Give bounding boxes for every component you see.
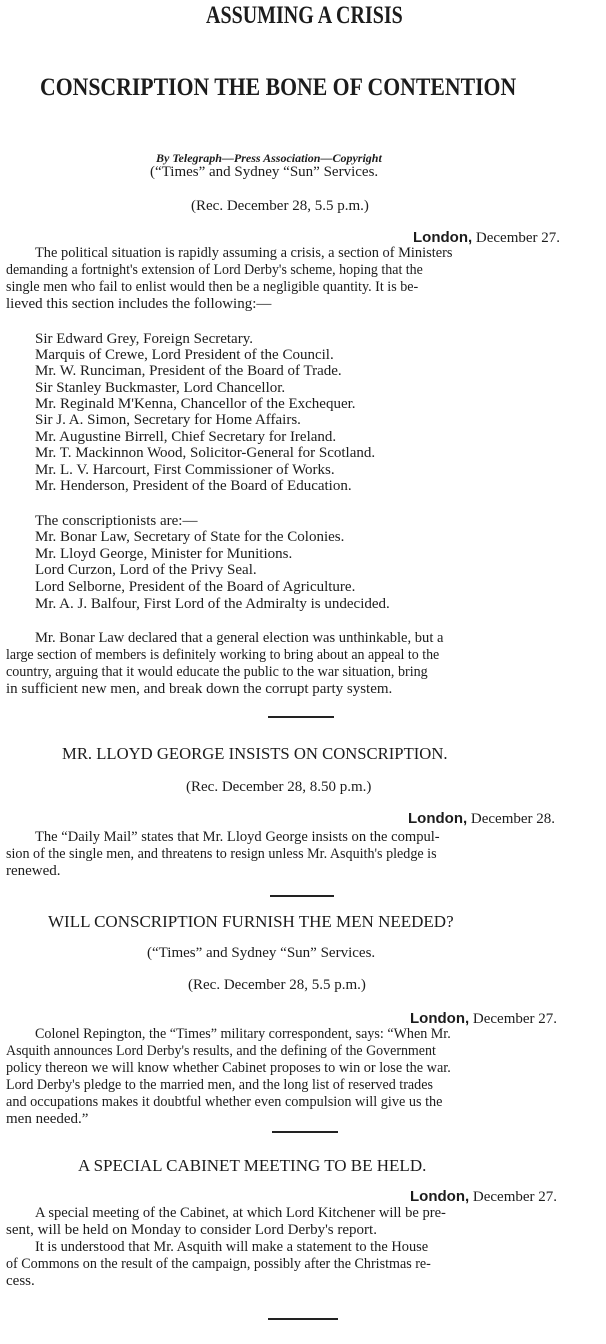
paragraph-line: sion of the single men, and threatens to resign unless Mr. Asquith's pledge is: [6, 846, 437, 862]
received-time: (Rec. December 28, 5.5 p.m.): [188, 977, 366, 993]
dateline-city: London,: [408, 810, 468, 827]
list-item: Mr. Augustine Birrell, Chief Secretary for Ireland.: [35, 429, 337, 445]
paragraph-line: in sufficient new men, and break down the corrupt party system.: [6, 681, 393, 697]
paragraph-line: of Commons on the result of the campaign, possibly after the Christmas re-: [6, 1256, 431, 1272]
paragraph-line: large section of members is definitely working to bring about an appeal to the: [6, 647, 440, 663]
byline-services: (“Times” and Sydney “Sun” Services.: [150, 164, 379, 180]
paragraph-line: It is understood that Mr. Asquith will make a statement to the House: [35, 1239, 429, 1255]
section-heading: WILL CONSCRIPTION FURNISH THE MEN NEEDED?: [48, 912, 454, 931]
section-divider: [268, 716, 334, 718]
paragraph-line: Mr. Bonar Law declared that a general election was unthinkable, but a: [35, 630, 444, 646]
list-item: Mr. Lloyd George, Minister for Munitions.: [35, 546, 293, 562]
list-item: Sir Stanley Buckmaster, Lord Chancellor.: [35, 380, 286, 396]
dateline-date: December 27.: [475, 230, 561, 246]
section-heading: A SPECIAL CABINET MEETING TO BE HELD.: [78, 1156, 427, 1175]
paragraph-line: single men who fail to enlist would then be a negligible quantity. It is be-: [6, 279, 419, 295]
dateline-date: December 27.: [472, 1011, 558, 1027]
list-item: Lord Selborne, President of the Board of Agriculture.: [35, 579, 356, 595]
list-item: Mr. Reginald M'Kenna, Chancellor of the Exchequer.: [35, 396, 356, 412]
paragraph-line: A special meeting of the Cabinet, at which Lord Kitchener will be pre-: [35, 1205, 446, 1221]
section-divider: [270, 895, 334, 897]
list-item: Mr. Henderson, President of the Board of Education.: [35, 478, 352, 494]
list-item: The conscriptionists are:—: [35, 513, 198, 529]
section-heading: MR. LLOYD GEORGE INSISTS ON CONSCRIPTION.: [62, 744, 448, 763]
subheadline: CONSCRIPTION THE BONE OF CONTENTION: [40, 74, 517, 101]
list-item: Sir Edward Grey, Foreign Secretary.: [35, 331, 253, 347]
dateline-city: London,: [413, 229, 473, 246]
paragraph-line: Asquith announces Lord Derby's results, and the defining of the Government: [6, 1043, 436, 1059]
list-item: Marquis of Crewe, Lord President of the Council.: [35, 347, 334, 363]
dateline-city: London,: [410, 1010, 470, 1027]
dateline-city: London,: [410, 1188, 470, 1205]
dateline: [410, 1188, 557, 1206]
paragraph-line: The “Daily Mail” states that Mr. Lloyd George insists on the compul-: [35, 829, 440, 845]
paragraph-line: sent, will be held on Monday to consider Lord Derby's report.: [6, 1222, 377, 1238]
list-item: Mr. Bonar Law, Secretary of State for the Colonies.: [35, 529, 345, 545]
paragraph-line: The political situation is rapidly assuming a crisis, a section of Ministers: [35, 245, 453, 261]
paragraph-line: policy thereon we will know whether Cabinet proposes to win or lose the war.: [6, 1060, 451, 1076]
paragraph-line: renewed.: [6, 863, 61, 879]
section-divider: [272, 1131, 338, 1133]
section-divider: [268, 1318, 338, 1320]
byline-agency: By Telegraph—Press Association—Copyright: [156, 151, 382, 165]
byline-services: (“Times” and Sydney “Sun” Services.: [147, 945, 376, 961]
dateline-date: December 27.: [472, 1189, 558, 1205]
list-item: Sir J. A. Simon, Secretary for Home Affairs.: [35, 412, 301, 428]
paragraph-line: lieved this section includes the following:—: [6, 296, 272, 312]
dateline-date: December 28.: [470, 811, 556, 827]
paragraph-line: men needed.”: [6, 1111, 89, 1127]
list-item: Mr. L. V. Harcourt, First Commissioner of Works.: [35, 462, 335, 478]
dateline: [408, 810, 555, 828]
headline: ASSUMING A CRISIS: [206, 2, 403, 29]
received-time: (Rec. December 28, 5.5 p.m.): [191, 198, 369, 214]
paragraph-line: Colonel Repington, the “Times” military correspondent, says: “When Mr.: [35, 1026, 451, 1042]
list-item: Mr. W. Runciman, President of the Board of Trade.: [35, 363, 342, 379]
received-time: (Rec. December 28, 8.50 p.m.): [186, 779, 372, 795]
list-item: Mr. A. J. Balfour, First Lord of the Admiralty is undecided.: [35, 596, 390, 612]
list-item: Lord Curzon, Lord of the Privy Seal.: [35, 562, 257, 578]
paragraph-line: country, arguing that it would educate the public to the war situation, bring: [6, 664, 428, 680]
paragraph-line: demanding a fortnight's extension of Lord Derby's scheme, hoping that the: [6, 262, 423, 278]
list-item: Mr. T. Mackinnon Wood, Solicitor-General for Scotland.: [35, 445, 376, 461]
paragraph-line: Lord Derby's pledge to the married men, and the long list of reserved trades: [6, 1077, 433, 1093]
paragraph-line: and occupations makes it doubtful whether even compulsion will give us the: [6, 1094, 443, 1110]
paragraph-line: cess.: [6, 1273, 35, 1289]
